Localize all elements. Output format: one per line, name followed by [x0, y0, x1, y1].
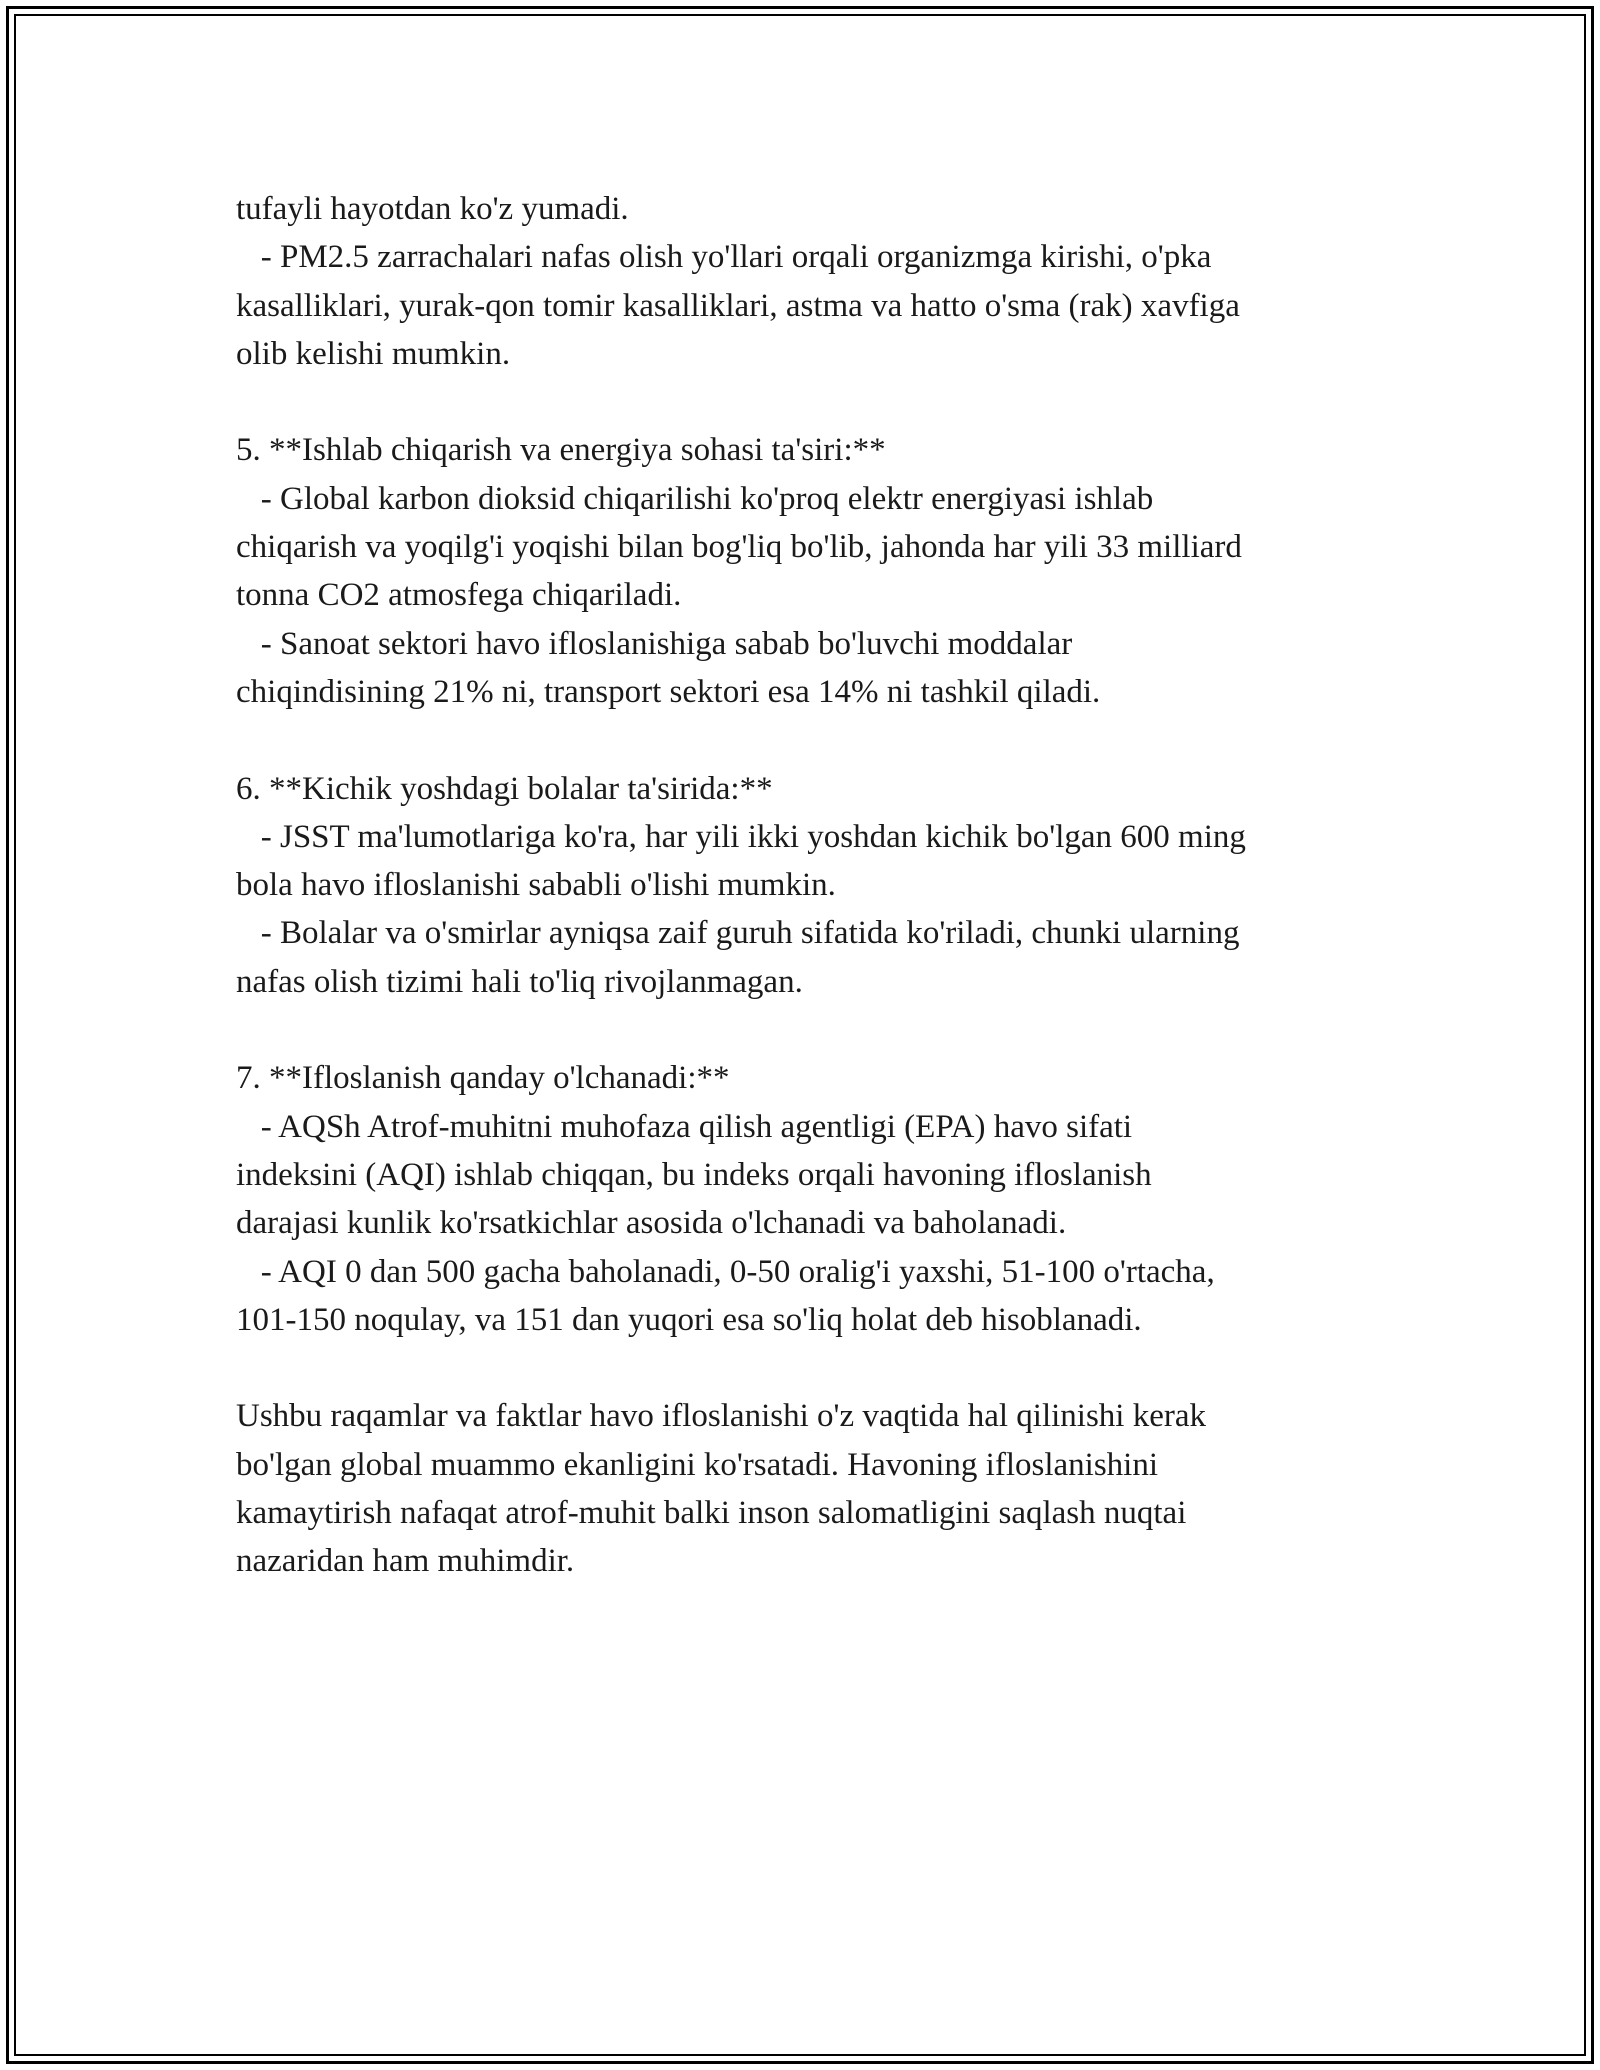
text-line: - PM2.5 zarrachalari nafas olish yo'llari orqali organizmga kirishi, o'pka [236, 239, 1212, 276]
text-line: tonna CO2 atmosfega chiqariladi. [236, 577, 682, 614]
text-line: - Sanoat sektori havo ifloslanishiga sabab bo'luvchi moddalar [236, 625, 1073, 662]
text-line: bola havo ifloslanishi sababli o'lishi mumkin. [236, 867, 836, 904]
text-line: - Global karbon dioksid chiqarilishi ko'proq elektr energiyasi ishlab [236, 480, 1154, 517]
section-heading-7: 7. **Ifloslanish qanday o'lchanadi:** [236, 1060, 730, 1097]
text-line: kasalliklari, yurak-qon tomir kasalliklari, astma va hatto o'sma (rak) xavfiga [236, 287, 1240, 324]
blank-line [236, 1344, 1366, 1392]
text-line: nafas olish tizimi hali to'liq rivojlanmagan. [236, 963, 803, 1000]
text-line: chiqarish va yoqilg'i yoqishi bilan bog'liq bo'lib, jahonda har yili 33 milliard [236, 529, 1242, 566]
text-line: - AQI 0 dan 500 gacha baholanadi, 0-50 oralig'i yaxshi, 51-100 o'rtacha, [236, 1253, 1215, 1290]
conclusion-line: Ushbu raqamlar va faktlar havo ifloslanishi o'z vaqtida hal qilinishi kerak [236, 1398, 1207, 1435]
text-line: - JSST ma'lumotlariga ko'ra, har yili ikki yoshdan kichik bo'lgan 600 ming [236, 818, 1246, 855]
text-line: 101-150 noqulay, va 151 dan yuqori esa so'liq holat deb hisoblanadi. [236, 1301, 1142, 1338]
text-line: - Bolalar va o'smirlar ayniqsa zaif guruh sifatida ko'riladi, chunki ularning [236, 915, 1240, 952]
document-body [236, 185, 1366, 1586]
section-heading-6: 6. **Kichik yoshdagi bolalar ta'sirida:** [236, 770, 773, 807]
text-line: olib kelishi mumkin. [236, 335, 511, 372]
text-line: - AQSh Atrof-muhitni muhofaza qilish agentligi (EPA) havo sifati [236, 1108, 1133, 1145]
text-line: chiqindisining 21% ni, transport sektori esa 14% ni tashkil qiladi. [236, 673, 1101, 710]
blank-line [236, 1006, 1366, 1054]
text-line: darajasi kunlik ko'rsatkichlar asosida o'lchanadi va baholanadi. [236, 1205, 1067, 1242]
conclusion-line: bo'lgan global muammo ekanligini ko'rsatadi. Havoning ifloslanishini [236, 1446, 1159, 1483]
blank-line [236, 378, 1366, 426]
text-line: tufayli hayotdan ko'z yumadi. [236, 191, 629, 227]
conclusion-line: kamaytirish nafaqat atrof-muhit balki inson salomatligini saqlash nuqtai [236, 1495, 1187, 1532]
section-heading-5: 5. **Ishlab chiqarish va energiya sohasi ta'siri:** [236, 432, 886, 469]
blank-line [236, 716, 1366, 764]
conclusion-line: nazaridan ham muhimdir. [236, 1543, 575, 1580]
text-line: indeksini (AQI) ishlab chiqqan, bu indeks orqali havoning ifloslanish [236, 1156, 1152, 1193]
